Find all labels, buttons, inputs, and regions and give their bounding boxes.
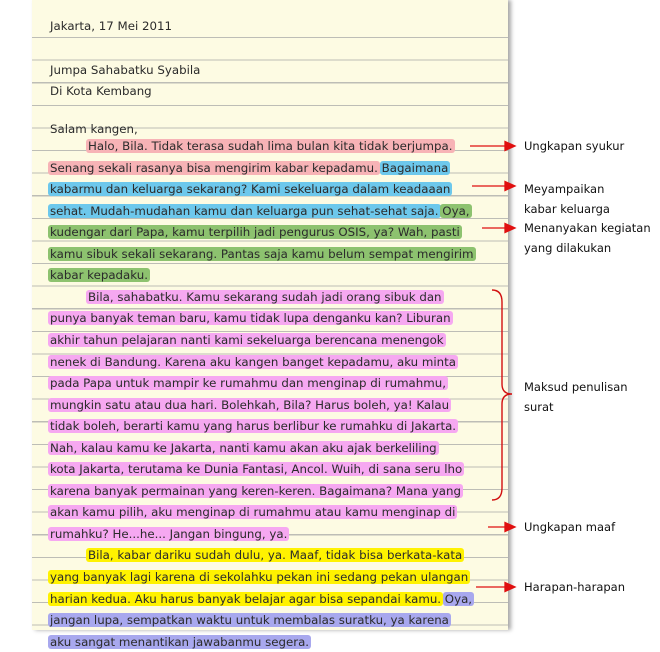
highlighted-text: akhir tahun pelajaran nanti kami sekeluarga berencana menengok [50, 332, 444, 347]
highlighted-text: kabar kepadaku. [50, 268, 148, 283]
label-kabar-line2: kabar keluarga [524, 202, 610, 216]
arrow-head-syukur [505, 142, 515, 151]
highlighted-text: rumahku? He...he... Jangan bingung, ya. [50, 526, 288, 541]
highlighted-text: Oya, [442, 203, 470, 218]
letter-date: Jakarta, 17 Mei 2011 [50, 19, 173, 33]
label-ungkapan-maaf: Ungkapan maaf [524, 520, 616, 534]
highlighted-text: Oya, [444, 591, 473, 606]
highlighted-text: jangan lupa, sempatkan waktu untuk membalas suratku, ya karena [50, 613, 449, 628]
letter-body-line [50, 632, 309, 652]
highlighted-text: mungkin satu atau dua hari. Bolehkah, Bila? Harus boleh, ya! Kalau [50, 397, 450, 412]
highlighted-text: Bila, kabar dariku sudah dulu, ya. Maaf, tidak bisa berkata-kata [88, 548, 463, 563]
highlighted-text: Nah, kalau kamu ke Jakarta, nanti kamu akan aku ajak berkeliling [50, 440, 437, 455]
highlighted-text: harian kedua. Aku harus banyak belajar agar bisa sepandai kamu. [50, 591, 442, 606]
label-maksud-line1: Maksud penulisan [524, 380, 628, 394]
label-maksud-line2: surat [524, 400, 554, 414]
label-kegiatan-line2: yang dilakukan [524, 241, 612, 255]
highlighted-text: yang banyak lagi karena di sekolahku pekan ini sedang pekan ulangan [50, 570, 469, 584]
label-kegiatan-line1: Menanyakan kegiatan [524, 221, 651, 235]
highlighted-text: Halo, Bila. Tidak terasa sudah lima bulan kita tidak berjumpa. [88, 139, 453, 153]
bracket-maksud [492, 290, 512, 500]
label-kabar-line1: Meyampaikan [524, 182, 605, 196]
highlighted-text: Senang sekali rasanya bisa mengirim kabar kepadamu. [50, 160, 378, 175]
highlighted-text: Bila, sahabatku. Kamu sekarang sudah jadi orang sibuk dan [88, 289, 442, 304]
arrow-head-maaf [505, 523, 515, 532]
letter-recipient-name: Jumpa Sahabatku Syabila [50, 63, 201, 77]
highlighted-text: akan kamu pilih, aku menginap di rumahmu atau kamu menginap di [50, 505, 456, 520]
arrow-head-harapan [505, 583, 515, 592]
arrow-head-kabar [505, 182, 515, 191]
highlighted-text: pada Papa untuk mampir ke rumahmu dan menginap di rumahmu, [50, 376, 446, 391]
highlighted-text: tidak boleh, berarti kamu yang harus berlibur ke rumahku di Jakarta. [50, 419, 457, 434]
highlighted-text: kabarmu dan keluarga sekarang? Kami sekeluarga dalam keadaaan [50, 182, 451, 197]
label-ungkapan-syukur: Ungkapan syukur [524, 139, 625, 153]
highlighted-text: sehat. Mudah-mudahan kamu dan keluarga pun sehat-sehat saja. [50, 203, 439, 218]
letter-recipient-city: Di Kota Kembang [50, 84, 152, 98]
highlighted-text: nenek di Bandung. Karena aku kangen banget kepadamu, aku minta [50, 354, 456, 369]
arrow-head-kegiatan [505, 224, 515, 233]
highlighted-text: kudengar dari Papa, kamu terpilih jadi pengurus OSIS, ya? Wah, pasti [50, 225, 460, 240]
highlighted-text: aku sangat menantikan jawabanmu segera. [50, 634, 310, 649]
label-harapan: Harapan-harapan [524, 580, 626, 594]
highlighted-text: kota Jakarta, terutama ke Dunia Fantasi, Ancol. Wuih, di sana seru lho [50, 462, 463, 477]
highlighted-text: Bagaimana [381, 160, 449, 175]
highlighted-text: karena banyak permainan yang keren-keren. Bagaimana? Mana yang [50, 483, 461, 498]
highlighted-text: punya banyak teman baru, kamu tidak lupa denganku kan? Liburan [50, 311, 451, 326]
letter-greeting: Salam kangen, [50, 122, 138, 136]
highlighted-text: kamu sibuk sekali sekarang. Pantas saja kamu belum sempat mengirim [50, 246, 474, 261]
